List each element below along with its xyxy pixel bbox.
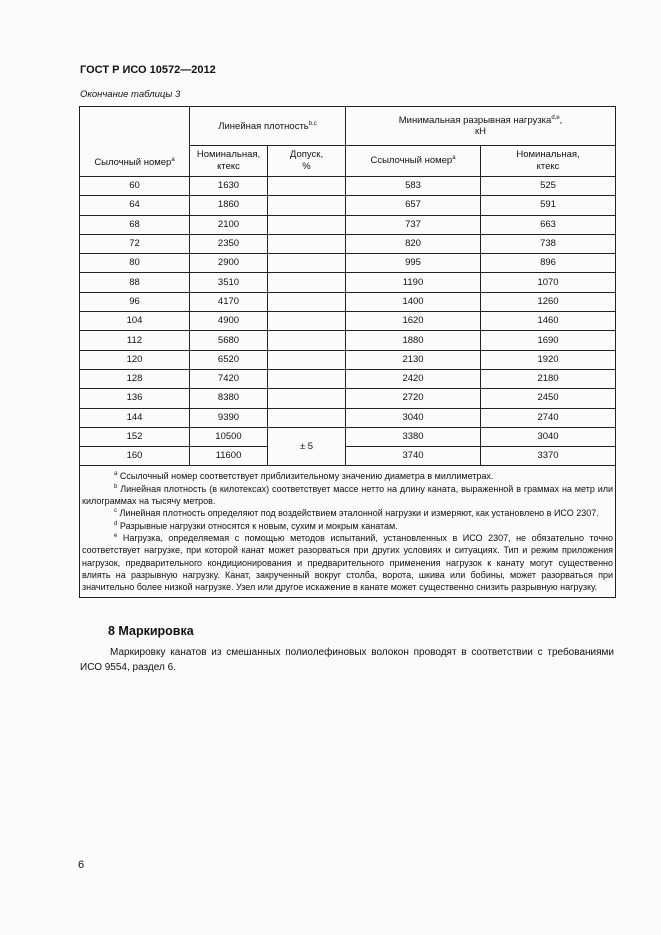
table-row bbox=[80, 408, 616, 427]
cell-ref-number: 64 bbox=[80, 196, 190, 215]
cell-breaking-nominal: 1260 bbox=[481, 292, 616, 311]
table-row bbox=[80, 447, 616, 466]
table-row bbox=[80, 196, 616, 215]
cell-breaking-nominal: 1920 bbox=[481, 350, 616, 369]
cell-breaking-nominal: 1690 bbox=[481, 331, 616, 350]
cell-breaking-ref: 2420 bbox=[346, 369, 481, 388]
header-nominal: Номинальная, ктекс bbox=[190, 146, 268, 177]
cell-nominal-density: 1860 bbox=[190, 196, 268, 215]
cell-breaking-nominal: 2740 bbox=[481, 408, 616, 427]
table-row bbox=[80, 234, 616, 253]
cell-ref-number: 88 bbox=[80, 273, 190, 292]
table-row bbox=[80, 427, 616, 446]
cell-ref-number: 120 bbox=[80, 350, 190, 369]
cell-nominal-density: 8380 bbox=[190, 389, 268, 408]
page-number: 6 bbox=[78, 859, 85, 871]
footnote-b: $^b$ Линейная плотность (в килотексах) соответствует массе нетто на длину каната, выраженной в граммах на метр или килограммах на тысячу метров. bbox=[82, 483, 614, 507]
cell-ref-number: 152 bbox=[80, 427, 190, 446]
cell-breaking-nominal: 2450 bbox=[481, 389, 616, 408]
cell-nominal-density: 9390 bbox=[190, 408, 268, 427]
cell-tolerance bbox=[268, 331, 346, 350]
cell-breaking-nominal: 2180 bbox=[481, 369, 616, 388]
cell-nominal-density: 2900 bbox=[190, 254, 268, 273]
table-row bbox=[80, 312, 616, 331]
cell-ref-number: 128 bbox=[80, 369, 190, 388]
footnote-d: $^d$ Разрывные нагрузки относятся к новым, сухим и мокрым канатам. bbox=[114, 520, 398, 531]
cell-breaking-ref: 3380 bbox=[346, 427, 481, 446]
cell-breaking-ref: 820 bbox=[346, 234, 481, 253]
cell-breaking-ref: 1880 bbox=[346, 331, 481, 350]
cell-ref-number: 136 bbox=[80, 389, 190, 408]
cell-breaking-nominal: 1460 bbox=[481, 312, 616, 331]
table-caption: Окончание таблицы 3 bbox=[80, 89, 181, 100]
cell-tolerance bbox=[268, 292, 346, 311]
cell-ref-number: 80 bbox=[80, 254, 190, 273]
section-heading: 8 Маркировка bbox=[108, 624, 194, 638]
header-linear-density: Линейная плотность$^{b,c}$ bbox=[190, 107, 346, 146]
cell-breaking-ref: 1190 bbox=[346, 273, 481, 292]
cell-breaking-nominal: 591 bbox=[481, 196, 616, 215]
table-row bbox=[80, 254, 616, 273]
cell-tolerance bbox=[268, 273, 346, 292]
footnote-a: $^a$ Ссылочный номер соответствует приблизительному значению диаметра в миллиметрах. bbox=[114, 471, 494, 482]
cell-breaking-ref: 737 bbox=[346, 215, 481, 234]
cell-tolerance bbox=[268, 408, 346, 427]
table-row bbox=[80, 273, 616, 292]
cell-breaking-nominal: 525 bbox=[481, 177, 616, 196]
table-row bbox=[80, 331, 616, 350]
cell-ref-number: 160 bbox=[80, 447, 190, 466]
cell-breaking-ref: 995 bbox=[346, 254, 481, 273]
table-row bbox=[80, 369, 616, 388]
cell-breaking-nominal: 738 bbox=[481, 234, 616, 253]
cell-breaking-ref: 2720 bbox=[346, 389, 481, 408]
cell-breaking-ref: 1620 bbox=[346, 312, 481, 331]
cell-tolerance bbox=[268, 389, 346, 408]
cell-breaking-nominal: 3040 bbox=[481, 427, 616, 446]
cell-nominal-density: 11600 bbox=[190, 447, 268, 466]
cell-ref-number: 96 bbox=[80, 292, 190, 311]
cell-nominal-density: 4900 bbox=[190, 312, 268, 331]
footnote-c: $^c$ Линейная плотность определяют под воздействием эталонной нагрузки и измеряют, как установлено в ИСО 2307. bbox=[114, 508, 599, 519]
table-row bbox=[80, 215, 616, 234]
cell-tolerance bbox=[268, 369, 346, 388]
data-table bbox=[79, 106, 616, 598]
cell-breaking-nominal: 1070 bbox=[481, 273, 616, 292]
cell-breaking-nominal: 663 bbox=[481, 215, 616, 234]
section-paragraph: Маркировку канатов из смешанных полиолефиновых волокон проводят в соответствии с требованиями ИСО 9554, раздел 6. bbox=[80, 647, 614, 673]
cell-nominal-density: 2100 bbox=[190, 215, 268, 234]
footnote-e: $^e$ Нагрузка, определяемая с помощью методов испытаний, установленных в ИСО 2307, не обязательно точно соответствует нагрузке, при которой канат может разорваться при других условиях и ситуациях. Тип и режим приложения нагрузок, предварительного кондиционирования и предварительного применения нагрузок к канату могут существенно влиять на разрывную нагрузку. Канат, закрученный вокруг столба, ворота, шкива или бобины, может разорваться при значительно более низкой нагрузке. Узел или другое искажение в канате может существенно снизить разрывную нагрузку. bbox=[82, 532, 614, 593]
cell-tolerance bbox=[268, 177, 346, 196]
cell-ref-number: 68 bbox=[80, 215, 190, 234]
cell-breaking-ref: 3040 bbox=[346, 408, 481, 427]
cell-ref-number: 144 bbox=[80, 408, 190, 427]
cell-tolerance bbox=[268, 234, 346, 253]
header-ref-number-2: Ссылочный номер$^a$ bbox=[346, 146, 481, 177]
header-ref-number: Сылочный номер$^a$ bbox=[80, 107, 190, 177]
cell-tolerance bbox=[268, 312, 346, 331]
cell-breaking-ref: 3740 bbox=[346, 447, 481, 466]
cell-breaking-ref: 657 bbox=[346, 196, 481, 215]
cell-breaking-nominal: 3370 bbox=[481, 447, 616, 466]
cell-breaking-ref: 1400 bbox=[346, 292, 481, 311]
cell-ref-number: 112 bbox=[80, 331, 190, 350]
header-nominal-2: Номинальная, ктекс bbox=[481, 146, 616, 177]
cell-nominal-density: 7420 bbox=[190, 369, 268, 388]
cell-nominal-density: 4170 bbox=[190, 292, 268, 311]
table-footnotes bbox=[80, 466, 616, 598]
document-header: ГОСТ Р ИСО 10572—2012 bbox=[80, 64, 216, 76]
cell-breaking-ref: 2130 bbox=[346, 350, 481, 369]
cell-tolerance bbox=[268, 196, 346, 215]
cell-nominal-density: 1630 bbox=[190, 177, 268, 196]
cell-tolerance-merged: ± 5 bbox=[268, 427, 346, 466]
cell-nominal-density: 3510 bbox=[190, 273, 268, 292]
cell-nominal-density: 2350 bbox=[190, 234, 268, 253]
cell-breaking-nominal: 896 bbox=[481, 254, 616, 273]
cell-breaking-ref: 583 bbox=[346, 177, 481, 196]
cell-ref-number: 72 bbox=[80, 234, 190, 253]
cell-tolerance bbox=[268, 215, 346, 234]
cell-nominal-density: 6520 bbox=[190, 350, 268, 369]
header-min-breaking-load: Минимальная разрывная нагрузка$^{d,e}$, кН bbox=[346, 107, 616, 146]
table-row bbox=[80, 177, 616, 196]
header-tolerance: Допуск, % bbox=[268, 146, 346, 177]
cell-tolerance bbox=[268, 350, 346, 369]
table-row bbox=[80, 292, 616, 311]
cell-tolerance bbox=[268, 254, 346, 273]
cell-ref-number: 104 bbox=[80, 312, 190, 331]
cell-ref-number: 60 bbox=[80, 177, 190, 196]
cell-nominal-density: 10500 bbox=[190, 427, 268, 446]
table-row bbox=[80, 389, 616, 408]
cell-nominal-density: 5680 bbox=[190, 331, 268, 350]
table-row bbox=[80, 350, 616, 369]
